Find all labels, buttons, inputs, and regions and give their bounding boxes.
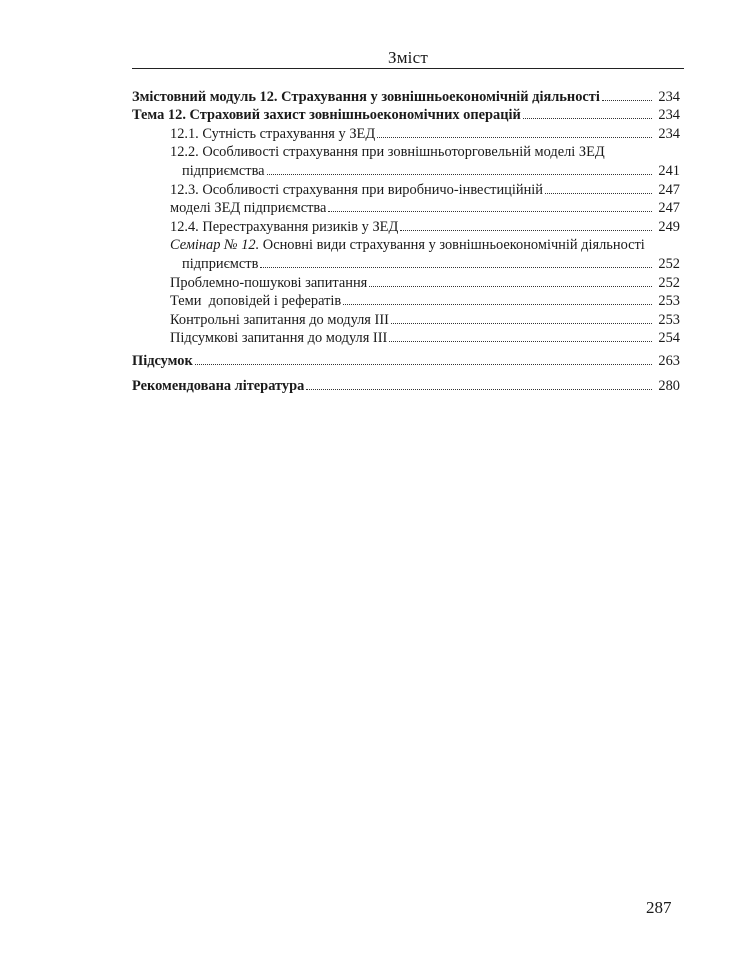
toc-entry-label-line2: підприємства <box>182 162 265 179</box>
toc-entry-page: 252 <box>658 274 680 291</box>
toc-entry-label: моделі ЗЕД підприємства <box>170 200 327 217</box>
seminar-title: Основні види страхування у зовнішньоекономічній діяльності <box>259 236 645 253</box>
toc-entry-label: Рекомендована література <box>132 377 305 394</box>
toc-entry-page: 241 <box>658 162 680 179</box>
toc-entry-label: Тема 12. Страховий захист зовнішньоекономічних операцій <box>132 107 521 124</box>
toc-leader-dots <box>306 389 652 390</box>
toc-entry <box>132 143 680 180</box>
toc-entry-label: Теми доповідей і рефератів <box>170 293 342 310</box>
toc-entry-label: Змістовний модуль 12. Страхування у зовнішньоекономічній діяльності <box>132 88 600 105</box>
toc-entry <box>132 180 680 199</box>
toc-entry-label: Підсумкові запитання до модуля ІІІ <box>170 330 388 347</box>
toc-leader-dots <box>545 193 652 194</box>
toc-entry-label: 12.4. Перестрахування ризиків у ЗЕД <box>170 218 399 235</box>
toc-leader-dots <box>377 137 652 138</box>
toc-entry <box>132 376 680 395</box>
toc-entry-page: 253 <box>658 311 680 328</box>
toc-entry-label: 12.3. Особливості страхування при виробничо-інвестиційній <box>170 181 543 198</box>
toc-entry <box>132 292 680 311</box>
toc-entry <box>132 106 680 125</box>
toc-entry-label: 12.1. Сутність страхування у ЗЕД <box>170 125 376 142</box>
toc-entry-page: 280 <box>658 377 680 394</box>
toc-entry-page: 249 <box>658 218 680 235</box>
toc-entry <box>132 87 680 106</box>
toc-entry-page: 254 <box>658 330 680 347</box>
toc-entry-page: 253 <box>658 293 680 310</box>
toc-entry <box>132 310 680 329</box>
toc-entry <box>132 217 680 236</box>
toc-entry-page: 263 <box>658 352 680 369</box>
toc-leader-dots <box>400 230 652 231</box>
toc-entry-page: 247 <box>658 181 680 198</box>
toc-entry <box>132 199 680 218</box>
page-number: 287 <box>646 898 672 917</box>
toc-entry-label: Контрольні запитання до модуля ІІІ <box>170 311 389 328</box>
seminar-label: Семінар № 12. <box>170 236 260 253</box>
toc-entry-label-line2: підприємств <box>182 255 259 272</box>
toc-entry-page: 234 <box>658 88 680 105</box>
toc-leader-dots <box>260 267 652 268</box>
header-rule <box>132 68 684 69</box>
toc-leader-dots <box>389 341 652 342</box>
toc-leader-dots <box>602 100 652 101</box>
toc-entry <box>132 351 680 370</box>
toc-entry <box>132 124 680 143</box>
toc-leader-dots <box>195 364 652 365</box>
toc-entry-label-line1 <box>132 236 680 255</box>
table-of-contents <box>132 87 680 395</box>
toc-entry <box>132 236 680 273</box>
toc-entry <box>132 329 680 348</box>
toc-entry-label: Підсумок <box>132 352 193 369</box>
toc-entry <box>132 273 680 292</box>
toc-entry-label-line1: 12.2. Особливості страхування при зовнішньоторговельній моделі ЗЕД <box>170 143 605 160</box>
toc-leader-dots <box>267 174 652 175</box>
toc-leader-dots <box>391 323 652 324</box>
toc-leader-dots <box>328 211 652 212</box>
toc-entry-label: Проблемно-пошукові запитання <box>170 274 368 291</box>
toc-entry-page: 234 <box>658 125 680 142</box>
toc-entry-page: 247 <box>658 200 680 217</box>
running-header-title: Зміст <box>388 48 428 67</box>
toc-leader-dots <box>343 304 652 305</box>
toc-entry-page: 234 <box>658 107 680 124</box>
toc-entry-page: 252 <box>658 255 680 272</box>
toc-leader-dots <box>523 118 652 119</box>
toc-leader-dots <box>369 286 652 287</box>
